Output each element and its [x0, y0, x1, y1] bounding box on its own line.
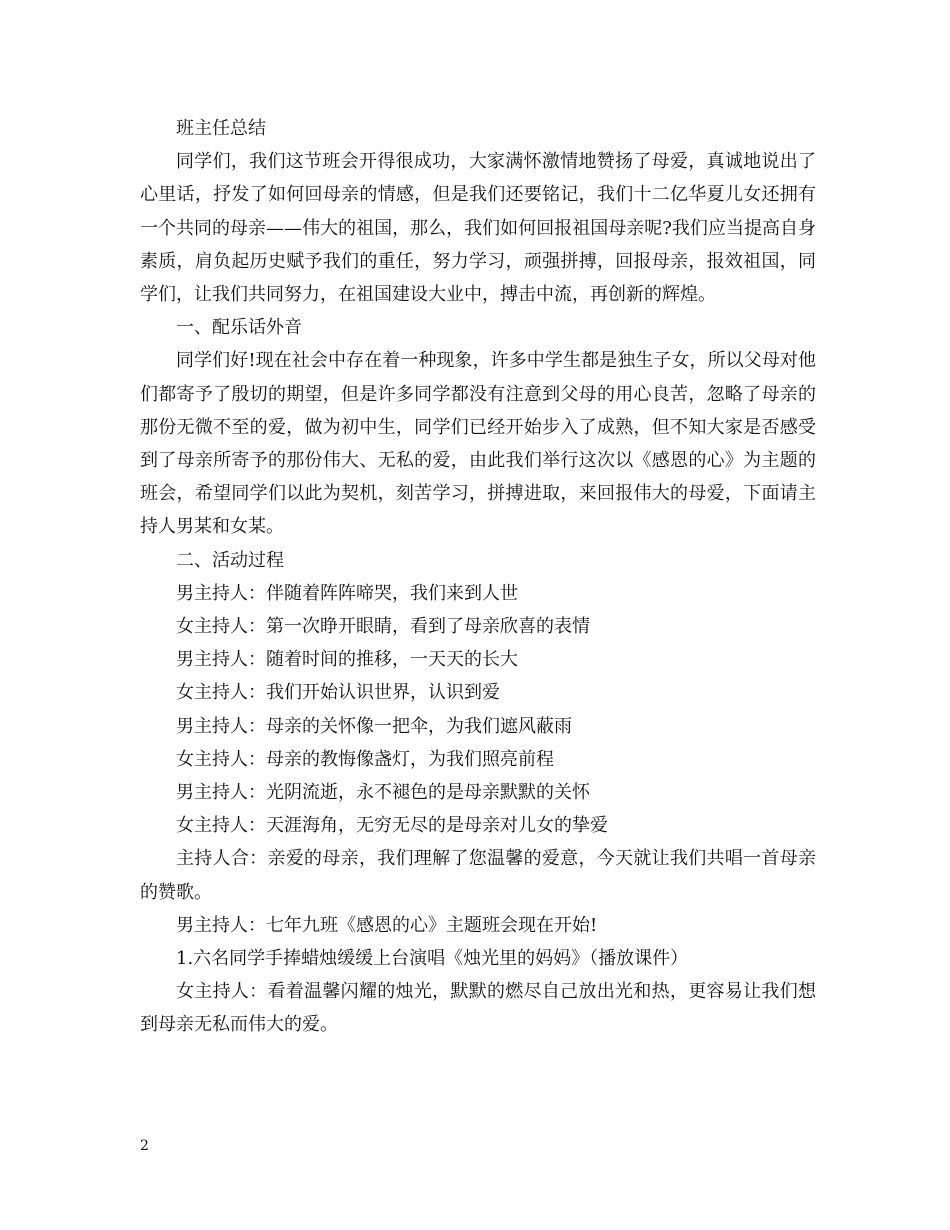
dialogue-line: 女主持人：看着温馨闪耀的烛光，默默的燃尽自己放出光和热，更容易让我们想到母亲无私而伟大的爱。: [140, 981, 816, 1036]
paragraph-summary-body: 同学们，我们这节班会开得很成功，大家满怀激情地赞扬了母爱，真诚地说出了心里话，抒发了如何回母亲的情感，但是我们还要铭记，我们十二亿华夏儿女还拥有一个共同的母亲——伟大的祖国，那么，我们如何回报祖国母亲呢?我们应当提高自身素质，肩负起历史赋予我们的重任，努力学习，顽强拼搏，回报母亲，报效祖国，同学们，让我们共同努力，在祖国建设大业中，搏击中流，再创新的辉煌。: [140, 151, 816, 306]
section-heading-activity-process: 二、活动过程: [176, 549, 284, 571]
document-page: [140, 112, 816, 1042]
dialogue-line: 女主持人：第一次睁开眼睛，看到了母亲欣喜的表情: [176, 616, 590, 638]
section-heading-summary: 班主任总结: [176, 118, 266, 139]
dialogue-line: 男主持人：母亲的关怀像一把伞，为我们遮风蔽雨: [176, 715, 572, 737]
page-number: 2: [140, 1138, 149, 1154]
paragraph-voiceover-body: 同学们好!现在社会中存在着一种现象，许多中学生都是独生子女，所以父母对他们都寄予了殷切的期望，但是许多同学都没有注意到父母的用心良苦，忽略了母亲的那份无微不至的爱，做为初中生，同学们已经开始步入了成熟，但不知大家是否感受到了母亲所寄予的那份伟大、无私的爱，由此我们举行这次以《感恩的心》为主题的班会，希望同学们以此为契机，刻苦学习，拼搏进取，来回报伟大的母爱，下面请主持人男某和女某。: [140, 350, 816, 538]
dialogue-line: 男主持人：七年九班《感恩的心》主题班会现在开始!: [176, 914, 598, 936]
dialogue-line: 主持人合：亲爱的母亲，我们理解了您温馨的爱意，今天就让我们共唱一首母亲的赞歌。: [140, 848, 816, 903]
dialogue-line: 女主持人：我们开始认识世界，认识到爱: [176, 682, 500, 704]
dialogue-line: 男主持人：光阴流逝，永不褪色的是母亲默默的关怀: [176, 782, 590, 804]
section-heading-music-voiceover: 一、配乐话外音: [176, 317, 302, 339]
program-item: 1.六名同学手捧蜡烛缓缓上台演唱《烛光里的妈妈》（播放课件）: [176, 948, 689, 970]
dialogue-line: 男主持人：伴随着阵阵啼哭，我们来到人世: [176, 582, 518, 604]
dialogue-line: 女主持人：母亲的教悔像盏灯，为我们照亮前程: [176, 748, 554, 770]
dialogue-line: 男主持人：随着时间的推移，一天天的长大: [176, 649, 518, 671]
dialogue-line: 女主持人：天涯海角，无穷无尽的是母亲对儿女的挚爱: [176, 815, 608, 837]
